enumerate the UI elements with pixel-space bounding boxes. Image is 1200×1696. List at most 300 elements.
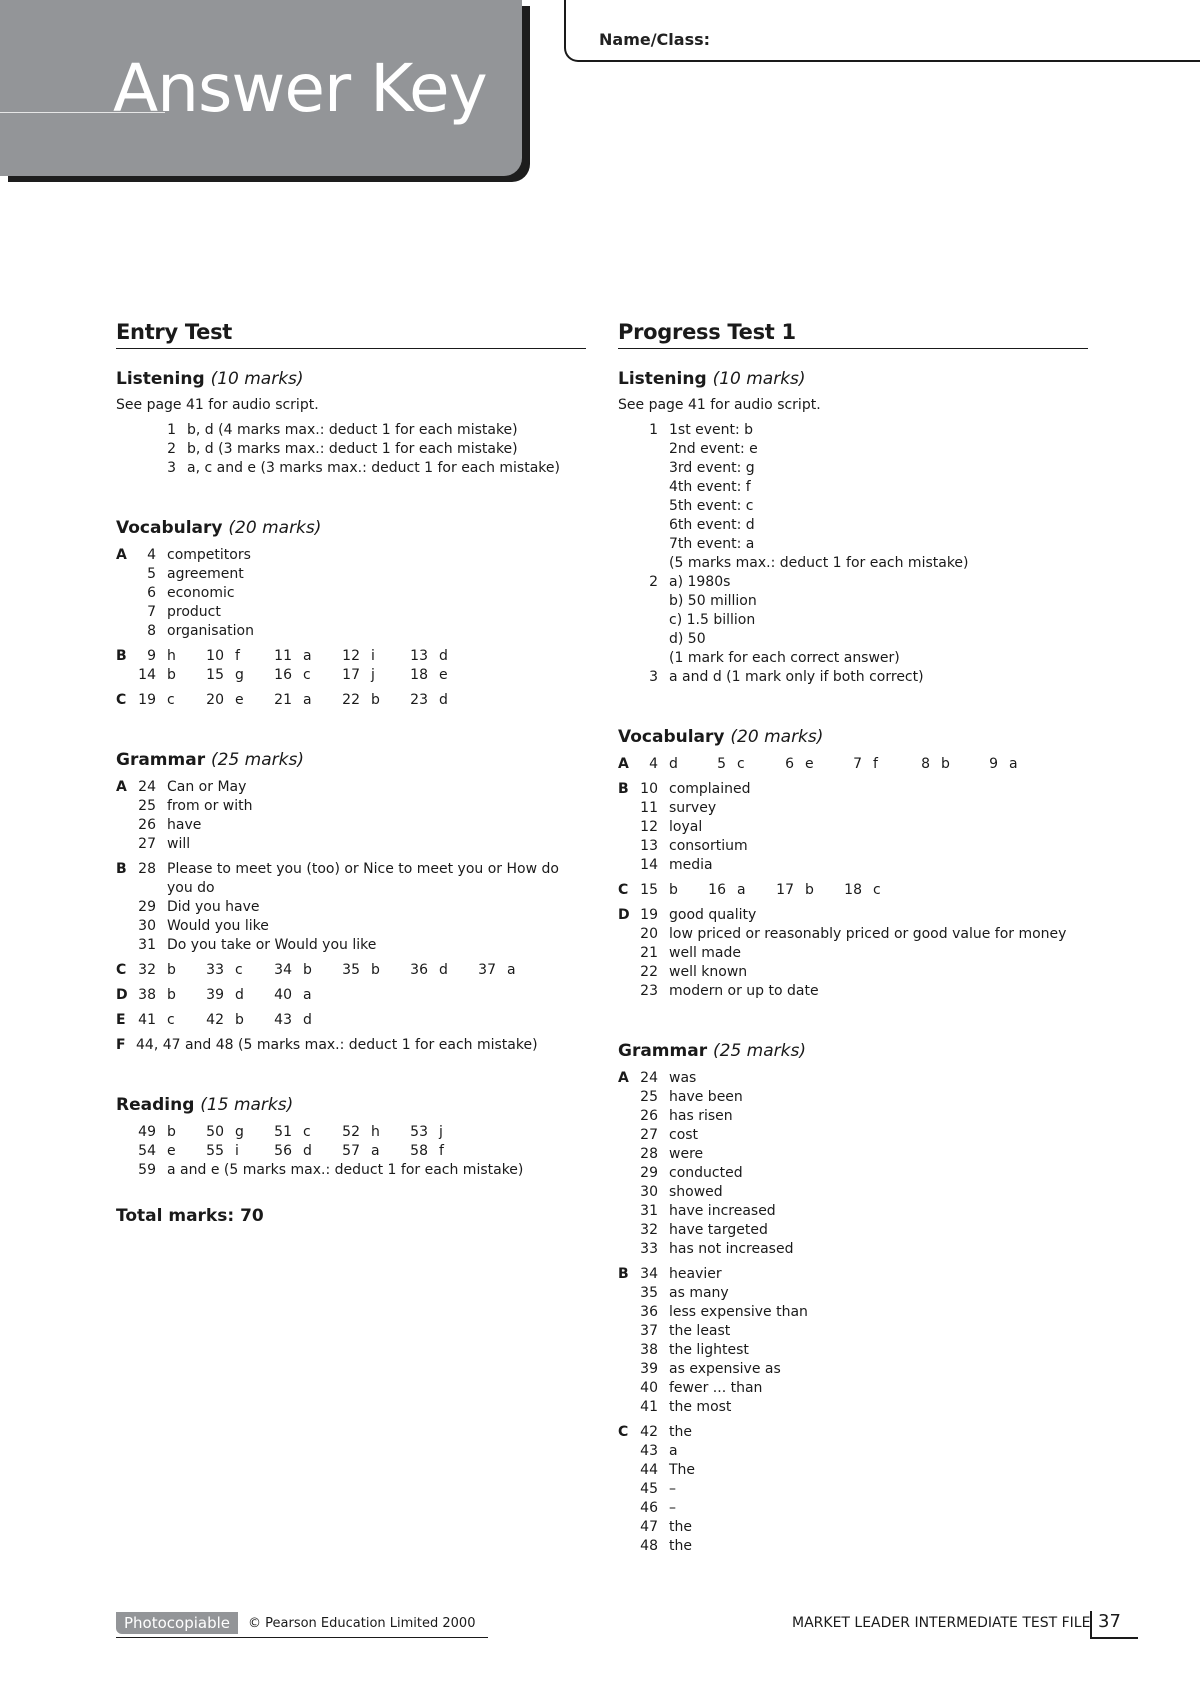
item-number: 7	[147, 604, 156, 620]
item-answer: e	[439, 667, 448, 683]
list-item	[638, 1442, 1088, 1461]
item-number: 34	[274, 962, 292, 978]
item-number: 53	[410, 1124, 428, 1140]
answer-pair	[408, 1123, 476, 1142]
item-answer: f	[235, 648, 240, 664]
list-item	[638, 1322, 1088, 1341]
answer-pair	[408, 647, 476, 666]
item-answer: –	[669, 1500, 676, 1516]
item-answer: b	[941, 756, 950, 772]
item-answer: b	[167, 667, 176, 683]
item-number: 31	[640, 1203, 658, 1219]
item-number: 35	[342, 962, 360, 978]
item-answer: as expensive as	[669, 1361, 781, 1377]
entry-test-column	[116, 320, 586, 1226]
item-answer: i	[371, 648, 375, 664]
list-item	[638, 780, 1088, 799]
list-item	[638, 1183, 1088, 1202]
answer-pair	[204, 1123, 272, 1142]
item-number: 15	[640, 882, 658, 898]
item-number: 11	[274, 648, 292, 664]
item-answer: c	[303, 1124, 311, 1140]
item-answer: b	[669, 882, 678, 898]
answer-line: d) 50	[669, 631, 706, 647]
section-heading	[116, 518, 586, 538]
answer-pair	[136, 1011, 204, 1030]
part-a: A 4 competitors 5 agreement 6 economic 7 product 8 organisation	[116, 546, 586, 641]
item-answer: b, d (4 marks max.: deduct 1 for each mistake)	[187, 422, 518, 438]
item-answer: organisation	[167, 623, 254, 639]
item-number: 16	[274, 667, 292, 683]
item-answer: fewer ... than	[669, 1380, 763, 1396]
entry-test-title: Entry Test	[116, 320, 586, 349]
item-number: 6	[147, 585, 156, 601]
item-answer: b	[167, 987, 176, 1003]
item-number: 32	[138, 962, 156, 978]
item-answer: b, d (3 marks max.: deduct 1 for each mistake)	[187, 441, 518, 457]
item-answer: have increased	[669, 1203, 776, 1219]
answer-pair	[272, 666, 340, 685]
list-item	[638, 1107, 1088, 1126]
answer-pair	[136, 666, 204, 685]
item-number: 47	[640, 1519, 658, 1535]
list-item	[638, 856, 1088, 875]
copyright-text: © Pearson Education Limited 2000	[248, 1615, 476, 1631]
item-number: 6	[785, 756, 794, 772]
item-answer: b	[167, 1124, 176, 1140]
item-answer: a	[669, 1443, 678, 1459]
list-item	[638, 1126, 1088, 1145]
item-number: 17	[776, 882, 794, 898]
item-number: 2	[167, 441, 176, 457]
item-number: 24	[640, 1070, 658, 1086]
list-item	[638, 982, 1088, 1001]
answer-pair	[136, 691, 204, 710]
item-answer: j	[439, 1124, 443, 1140]
progress-grammar-section	[618, 1041, 1088, 1556]
section-heading	[618, 369, 1088, 389]
answer-pair	[910, 755, 978, 774]
answer-line: a) 1980s	[669, 574, 731, 590]
item-number: 55	[206, 1143, 224, 1159]
list-item	[638, 1088, 1088, 1107]
item-answer: a, c and e (3 marks max.: deduct 1 for each mistake)	[187, 460, 560, 476]
item-number: 37	[478, 962, 496, 978]
item-number: 49	[138, 1124, 156, 1140]
item-number: 17	[342, 667, 360, 683]
item-answer: will	[167, 836, 191, 852]
item-number: 33	[640, 1241, 658, 1257]
item-number: 20	[206, 692, 224, 708]
answer-pair	[706, 755, 774, 774]
item-number: 13	[640, 838, 658, 854]
item-answer: h	[167, 648, 176, 664]
item-number: 25	[138, 798, 156, 814]
item-number: 57	[342, 1143, 360, 1159]
heading-label: Grammar	[618, 1041, 708, 1061]
item-number: 12	[342, 648, 360, 664]
list-item	[638, 1145, 1088, 1164]
list-item	[136, 860, 586, 898]
item-answer: survey	[669, 800, 717, 816]
item-answer: a	[737, 882, 746, 898]
answer-pair	[842, 881, 910, 900]
item-answer: b	[235, 1012, 244, 1028]
item-answer: well made	[669, 945, 742, 961]
item-number: 46	[640, 1500, 658, 1516]
item-answer: Do you take or Would you like	[167, 937, 377, 953]
item-number: 8	[921, 756, 930, 772]
part-c: C 42 the 43 a 44 The 45 – 46 – 47 the 48 the	[618, 1423, 1088, 1556]
item-answer: b	[805, 882, 814, 898]
answer-line: 1st event: b	[669, 422, 754, 438]
item-answer: Please to meet you (too) or Nice to meet you or How do you do	[167, 861, 559, 896]
list-item	[638, 1461, 1088, 1480]
answer-pair	[272, 1142, 340, 1161]
item-answer: the most	[669, 1399, 732, 1415]
item-number: 3	[167, 460, 176, 476]
list-item	[638, 1341, 1088, 1360]
item-answer: h	[371, 1124, 380, 1140]
item-answer: e	[167, 1143, 176, 1159]
footer-rule	[116, 1637, 488, 1638]
answer-pair	[408, 1142, 476, 1161]
item-answer: product	[167, 604, 221, 620]
item-number: 58	[410, 1143, 428, 1159]
answer-line: 3rd event: g	[669, 460, 755, 476]
item-answer: the	[669, 1538, 692, 1554]
item-number: 10	[640, 781, 658, 797]
item-answer: c	[303, 667, 311, 683]
item-number: 13	[410, 648, 428, 664]
item-number: 26	[640, 1108, 658, 1124]
part-a: A 24 was 25 have been 26 has risen 27 cost 28 were 29 conducted 30 showed 31 have increased 32 have targeted 33 has not increased	[618, 1069, 1088, 1259]
item-number: 45	[640, 1481, 658, 1497]
list-item: 3 a and d (1 mark only if both correct)	[649, 669, 924, 685]
part-b: B 10 complained 11 survey 12 loyal 13 consortium 14 media	[618, 780, 1088, 875]
answer-pair	[978, 755, 1046, 774]
heading-marks: (25 marks)	[713, 1041, 806, 1061]
answer-pair	[204, 1142, 272, 1161]
heading-label: Listening	[116, 369, 205, 389]
list-item	[638, 1265, 1088, 1284]
entry-listening-section	[116, 369, 586, 478]
answer-pair	[272, 961, 340, 980]
item-number: 38	[640, 1342, 658, 1358]
part-a: A 24 Can or May 25 from or with 26 have 27 will	[116, 778, 586, 854]
name-class-label: Name/Class:	[599, 30, 711, 49]
list-item: 1 1st event: b 2nd event: e 3rd event: g 4th event: f 5th event: c 6th event: d 7th event: a (5 marks max.: deduct 1 for each mistake)	[638, 421, 1088, 573]
answer-pair	[638, 755, 706, 774]
item-number: 54	[138, 1143, 156, 1159]
item-answer: Can or May	[167, 779, 247, 795]
item-number: 44	[640, 1462, 658, 1478]
item-number: 51	[274, 1124, 292, 1140]
heading-marks: (10 marks)	[712, 369, 806, 389]
item-number: 1	[167, 422, 176, 438]
section-heading	[618, 727, 1088, 747]
item-number: 35	[640, 1285, 658, 1301]
list-item	[638, 1518, 1088, 1537]
item-answer: well known	[669, 964, 748, 980]
item-answer: c	[235, 962, 243, 978]
answer-pair	[340, 1123, 408, 1142]
item-number: 14	[640, 857, 658, 873]
part-b: B 9 h 10 f 11 a 12 i 13 d 14 b 15 g 16 c 17 j 18 e	[116, 647, 586, 685]
list-item	[638, 1398, 1088, 1417]
item-number: 43	[640, 1443, 658, 1459]
item-number: 20	[640, 926, 658, 942]
item-answer: has risen	[669, 1108, 733, 1124]
answer-pair	[340, 1142, 408, 1161]
item-number: 28	[640, 1146, 658, 1162]
answer-pair	[204, 961, 272, 980]
answer-pair	[638, 881, 706, 900]
list-item	[638, 963, 1088, 982]
list-item	[136, 546, 586, 565]
list-item	[638, 925, 1088, 944]
section-heading	[116, 1095, 586, 1115]
progress-test-title: Progress Test 1	[618, 320, 1088, 349]
photocopiable-badge: Photocopiable	[116, 1612, 238, 1634]
list-item	[156, 421, 586, 440]
list-item	[638, 818, 1088, 837]
item-answer: d	[303, 1012, 312, 1028]
answer-pair	[706, 881, 774, 900]
page-title: Answer Key	[113, 50, 487, 127]
answer-pair	[340, 961, 408, 980]
item-number: 27	[640, 1127, 658, 1143]
item-answer: j	[371, 667, 375, 683]
item-number: 40	[640, 1380, 658, 1396]
list-item	[136, 835, 586, 854]
list-item	[638, 799, 1088, 818]
item-answer: from or with	[167, 798, 253, 814]
answer-pair	[204, 986, 272, 1005]
answer-pair	[272, 1011, 340, 1030]
item-number: 30	[138, 918, 156, 934]
item-answer: e	[235, 692, 244, 708]
list-item	[136, 936, 586, 955]
item-answer: consortium	[669, 838, 748, 854]
item-answer: conducted	[669, 1165, 743, 1181]
part-d: D 19 good quality 20 low priced or reasonably priced or good value for money 21 well made 22 well known 23 modern or up to date	[618, 906, 1088, 1001]
item-number: 39	[640, 1361, 658, 1377]
item-number: 12	[640, 819, 658, 835]
item-answer: c	[167, 692, 175, 708]
answer-pair	[340, 666, 408, 685]
item-number: 24	[138, 779, 156, 795]
item-number: 30	[640, 1184, 658, 1200]
item-answer: f	[439, 1143, 444, 1159]
list-item	[136, 816, 586, 835]
answer-pair	[774, 755, 842, 774]
list-item	[638, 1221, 1088, 1240]
list-item	[156, 459, 586, 478]
item-number: 34	[640, 1266, 658, 1282]
list-item	[638, 1499, 1088, 1518]
item-answer: d	[439, 648, 448, 664]
answer-line: c) 1.5 billion	[669, 612, 756, 628]
item-number: 48	[640, 1538, 658, 1554]
part-c: C 19 c 20 e 21 a 22 b 23 d	[116, 691, 586, 710]
page-number: 37	[1090, 1611, 1138, 1639]
answer-pair	[842, 755, 910, 774]
item-number: 42	[640, 1424, 658, 1440]
answer-list	[116, 421, 586, 478]
item-answer: c	[737, 756, 745, 772]
item-number: 36	[410, 962, 428, 978]
item-answer: Would you like	[167, 918, 269, 934]
item-number: 23	[640, 983, 658, 999]
item-answer: a	[303, 987, 312, 1003]
answer-line: 4th event: f	[669, 479, 751, 495]
item-number: 21	[274, 692, 292, 708]
answer-pair	[136, 961, 204, 980]
footer-left	[116, 1612, 475, 1634]
section-heading	[618, 1041, 1088, 1061]
list-item	[136, 603, 586, 622]
item-number: 29	[138, 899, 156, 915]
list-item	[638, 944, 1088, 963]
item-answer: showed	[669, 1184, 723, 1200]
entry-vocabulary-section	[116, 518, 586, 710]
item-answer: –	[669, 1481, 676, 1497]
heading-label: Listening	[618, 369, 707, 389]
item-number: 40	[274, 987, 292, 1003]
item-answer: was	[669, 1070, 697, 1086]
part-f-answer: 44, 47 and 48 (5 marks max.: deduct 1 for each mistake)	[136, 1037, 538, 1053]
item-number: 10	[206, 648, 224, 664]
list-item	[156, 440, 586, 459]
item-number: 9	[147, 648, 156, 664]
item-answer: as many	[669, 1285, 729, 1301]
item-number: 19	[640, 907, 658, 923]
item-number: 9	[989, 756, 998, 772]
heading-marks: (10 marks)	[210, 369, 304, 389]
answer-pair	[272, 647, 340, 666]
item-number: 52	[342, 1124, 360, 1140]
item-number: 5	[717, 756, 726, 772]
item-answer: b	[371, 692, 380, 708]
list-item	[638, 1537, 1088, 1556]
answer-pair	[136, 647, 204, 666]
entry-reading-section	[116, 1095, 586, 1180]
list-item	[136, 898, 586, 917]
item-answer: b	[303, 962, 312, 978]
answer-pair	[272, 986, 340, 1005]
answer-pair	[272, 1123, 340, 1142]
item-number: 21	[640, 945, 658, 961]
answer-pair	[408, 961, 476, 980]
item-number: 19	[138, 692, 156, 708]
item-number: 22	[640, 964, 658, 980]
item-answer: the	[669, 1424, 692, 1440]
item-number: 43	[274, 1012, 292, 1028]
item-answer: b	[167, 962, 176, 978]
answer-pair	[136, 1123, 204, 1142]
item-answer: agreement	[167, 566, 244, 582]
answer-pair	[774, 881, 842, 900]
answer-line: b) 50 million	[669, 593, 757, 609]
item-answer: b	[371, 962, 380, 978]
item-answer: a	[371, 1143, 380, 1159]
item-number: 27	[138, 836, 156, 852]
item-number: 56	[274, 1143, 292, 1159]
list-item	[638, 1480, 1088, 1499]
answer-line: 6th event: d	[669, 517, 755, 533]
entry-grammar-section	[116, 750, 586, 1055]
item-answer: heavier	[669, 1266, 722, 1282]
item-answer: i	[235, 1143, 239, 1159]
answer-pair	[408, 666, 476, 685]
progress-test-column	[618, 320, 1088, 1556]
item-answer: competitors	[167, 547, 251, 563]
heading-marks: (15 marks)	[200, 1095, 294, 1115]
answer-pair	[272, 691, 340, 710]
heading-label: Grammar	[116, 750, 206, 770]
item-answer: the	[669, 1519, 692, 1535]
answer-pair	[136, 1142, 204, 1161]
item-answer: media	[669, 857, 713, 873]
part-f: F 44, 47 and 48 (5 marks max.: deduct 1 for each mistake)	[116, 1036, 586, 1055]
item-answer: less expensive than	[669, 1304, 808, 1320]
heading-label: Vocabulary	[116, 518, 223, 538]
item-number: 16	[708, 882, 726, 898]
answer-line: 7th event: a	[669, 536, 755, 552]
item-answer: c	[167, 1012, 175, 1028]
item-number: 41	[138, 1012, 156, 1028]
total-marks: Total marks: 70	[116, 1206, 264, 1226]
item-answer: g	[235, 667, 244, 683]
list-item	[136, 778, 586, 797]
answer-pair	[204, 691, 272, 710]
progress-vocabulary-section	[618, 727, 1088, 1001]
item-number: 42	[206, 1012, 224, 1028]
item-answer: f	[873, 756, 878, 772]
item-answer: the least	[669, 1323, 731, 1339]
audio-note: See page 41 for audio script.	[116, 397, 319, 413]
item-number: 29	[640, 1165, 658, 1181]
item-number: 37	[640, 1323, 658, 1339]
item-answer: have targeted	[669, 1222, 768, 1238]
item-number: 23	[410, 692, 428, 708]
item-number: 15	[206, 667, 224, 683]
answer-pair	[136, 986, 204, 1005]
part-e: E 41 c 42 b 43 d	[116, 1011, 586, 1030]
item-answer: economic	[167, 585, 235, 601]
item-number: 41	[640, 1399, 658, 1415]
part-b: B 28 Please to meet you (too) or Nice to meet you or How do you do 29 Did you have 30 Would you like 31 Do you take or Would you like	[116, 860, 586, 955]
item-answer: d	[439, 692, 448, 708]
item-answer: d	[439, 962, 448, 978]
answer-pair	[204, 666, 272, 685]
item-answer: e	[805, 756, 814, 772]
answer-pair	[204, 1011, 272, 1030]
item-answer: has not increased	[669, 1241, 794, 1257]
item-number: 33	[206, 962, 224, 978]
answer-line: 5th event: c	[669, 498, 754, 514]
answer-pair	[204, 647, 272, 666]
item-number: 18	[844, 882, 862, 898]
item-answer: Did you have	[167, 899, 260, 915]
item-number: 4	[649, 756, 658, 772]
item-answer: d	[235, 987, 244, 1003]
item-answer: a	[1009, 756, 1018, 772]
part-d: D 38 b 39 d 40 a	[116, 986, 586, 1005]
list-item	[638, 1164, 1088, 1183]
item-answer: have	[167, 817, 202, 833]
